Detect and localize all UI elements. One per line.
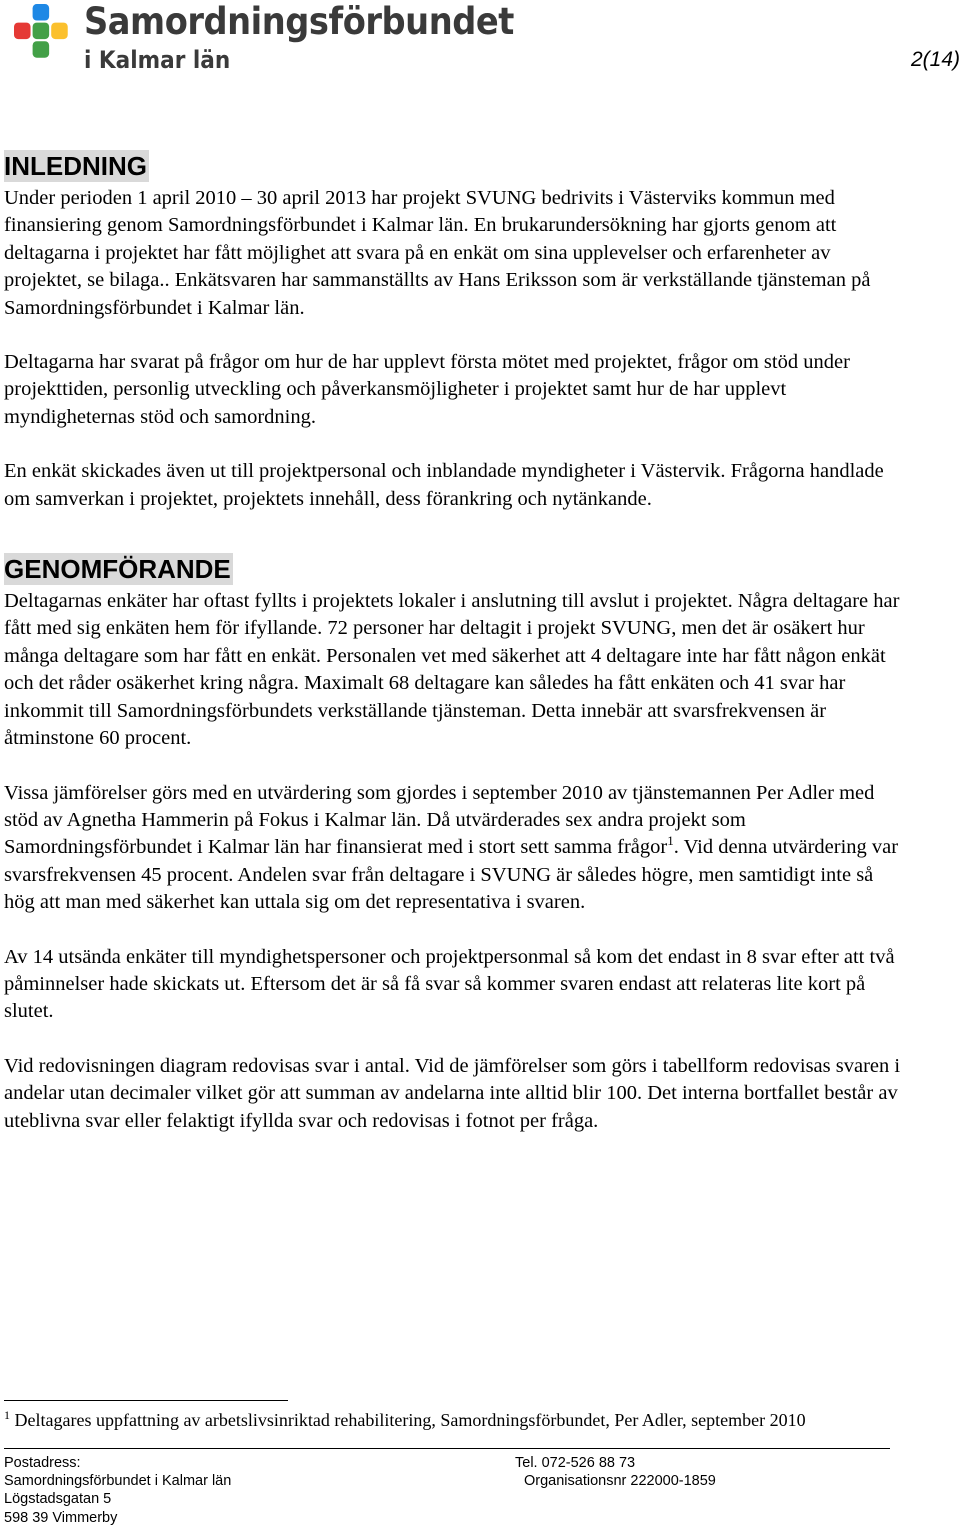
footnote-number: 1	[4, 1408, 10, 1422]
logo-block-yellow	[51, 23, 68, 40]
page-number: 2(14)	[910, 48, 960, 71]
heading-inledning: INLEDNING	[4, 151, 147, 181]
paragraph: Av 14 utsända enkäter till myndighetspersoner och projektpersonmal så kom det endast in 8 svar efter att två påminnelser hade skickats ut. Eftersom det är så få svar så kommer svaren endast att relateras lite kort på slutet.	[4, 945, 895, 1023]
heading-genomforande: GENOMFÖRANDE	[4, 554, 231, 585]
paragraph: Deltagarna har svarat på frågor om hur de har upplevt första mötet med projektet, frågor om stöd under projekttiden, personlig utveckling och påverkansmöjligheter i projektet samt hur de har upplevt myndigheternas stöd och samordning.	[4, 351, 850, 428]
footer-phone: Tel. 072-526 88 73	[515, 1455, 636, 1471]
footnote-reference[interactable]: 1	[667, 833, 674, 849]
footnote-text: Deltagares uppfattning av arbetslivsinriktad rehabilitering, Samordningsförbundet, Per Adler, september 2010	[10, 1410, 806, 1430]
logo-block-green-bottom	[33, 41, 50, 58]
footer-contact	[515, 1454, 716, 1490]
footer-line: Postadress:	[4, 1455, 81, 1471]
logo-block-green	[33, 23, 50, 40]
paragraph: Vid redovisningen diagram redovisas svar i antal. Vid de jämförelser som görs i tabellform redovisas svaren i andelar utan decimaler vilket gör att summan av andelarna inte alltid blir 100. Det interna bortfallet består av uteblivna svar eller felaktigt ifyllda svar och redovisas i fotnot per fråga.	[4, 1054, 901, 1132]
paragraph	[4, 780, 904, 917]
footnote-divider	[4, 1400, 288, 1401]
footer-address	[4, 1454, 231, 1527]
paragraph: Under perioden 1 april 2010 – 30 april 2013 har projekt SVUNG bedrivits i Västerviks kommun med finansiering genom Samordningsförbundet i Kalmar län. En brukarundersökning har gjorts genom att deltagarna i projektet har fått möjlighet att svara på en enkät om sina upplevelser och erfarenheter av projektet, se bilaga.. Enkätsvaren har sammanställts av Hans Eriksson som är verkställande tjänsteman på Samordningsförbundet i Kalmar län.	[4, 187, 871, 319]
paragraph-text: Vissa jämförelser görs med en utvärdering som gjordes i september 2010 av tjänstemannen Per Adler med stöd av Agnetha Hammerin på Fokus i Kalmar län. Då utvärderades sex andra projekt som Samordningsförbundet i Kalmar län har finansierat med i stort sett samma frågor	[4, 781, 875, 859]
logo-block-red	[14, 23, 31, 40]
footnote	[4, 1410, 806, 1431]
paragraph-text: . Vid denna utvärdering var svarsfrekvensen 45 procent. Andelen svar från deltagare i SVUNG är således högre, men samtidigt inte så hög att man med säkerhet kan uttala sig om det representativa i svaren.	[4, 836, 899, 914]
paragraph: Deltagarnas enkäter har oftast fyllts i projektets lokaler i anslutning till avslut i projektet. Några deltagare har fått med sig enkäten hem för ifyllande. 72 personer har deltagit i projekt SVUNG, men det är osäkert hur många deltagare som har fått en enkät. Personalen vet med säkerhet att 4 deltagare inte har fått någon enkät och det råder osäkerhet kring några. Maximalt 68 deltagare kan således ha fått enkäten och 41 svar har inkommit till Samordningsförbundets verkställande tjänsteman. Detta innebär att svarsfrekvensen är åtminstone 60 procent.	[4, 590, 900, 750]
document-body	[4, 150, 904, 1135]
footer-line: 598 39 Vimmerby	[4, 1509, 118, 1526]
footer-divider	[4, 1448, 890, 1449]
logo-cross-icon	[14, 4, 76, 66]
paragraph: En enkät skickades även ut till projektpersonal och inblandade myndigheter i Västervik. Frågorna handlade om samverkan i projektet, projektets innehåll, dess förankring och nytänkande.	[4, 460, 884, 510]
logo-subtitle: i Kalmar län	[84, 46, 231, 74]
footer-line: Samordningsförbundet i Kalmar län	[4, 1473, 232, 1490]
logo-name: Samordningsförbundet	[84, 0, 514, 43]
footer-org-number: Organisationsnr 222000-1859	[524, 1473, 716, 1490]
footer-line: Lögstadsgatan 5	[4, 1491, 112, 1508]
logo-block-blue	[33, 4, 50, 21]
logo	[14, 0, 514, 74]
